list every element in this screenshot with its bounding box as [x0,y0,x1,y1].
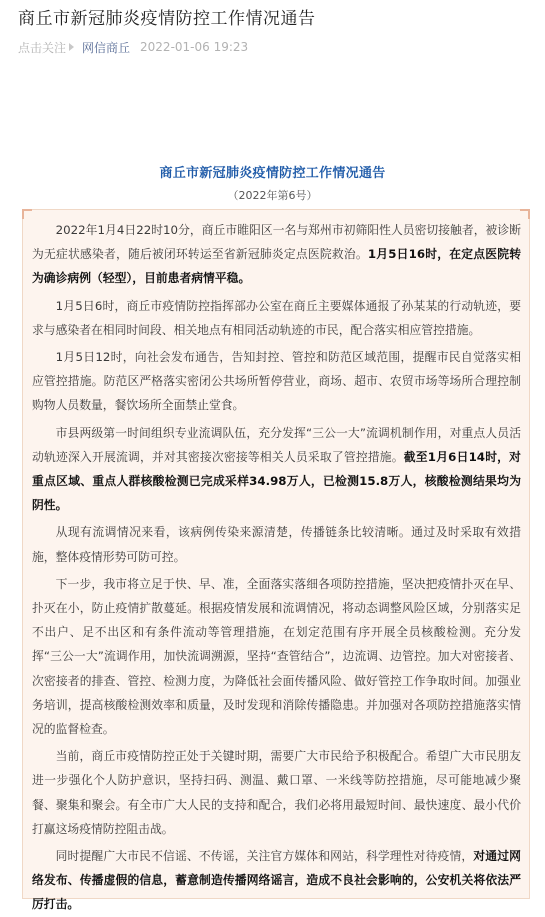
notice-title: 商丘市新冠肺炎疫情防控工作情况通告 [159,166,386,181]
paragraph-text: 同时提醒广大市民不信谣、不传谣，关注官方媒体和网站，科学理性对待疫情， [55,849,474,864]
notice-heading [0,162,545,203]
paragraph-bold-text: 对通过网络发布、传播虚假的信息，蓄意制造传播网络谣言，造成不良社会影响的，公安机关将依法严厉打击。 [32,849,521,912]
paragraph-text: 1月5日12时，向社会发布通告，告知封控、管控和防范区域范围，提醒市民自觉落实相应管控措施。防范区严格落实密闭公共场所暂停营业，商场、超市、农贸市场等场所合理控制购物人员数量，餐饮场所全面禁止堂食。 [32,350,521,413]
body-paragraph [32,421,521,518]
body-paragraph [32,520,521,568]
body-paragraph [32,844,521,917]
account-name-link[interactable]: 网信商丘 [82,40,131,55]
notice-issue-number: （2022年第6号） [227,189,318,202]
body-paragraph [32,218,521,291]
paragraph-text: 当前，商丘市疫情防控正处于关键时期，需要广大市民给予积极配合。希望广大市民朋友进一步强化个人防护意识，坚持扫码、测温、戴口罩、一米线等防控措施，尽可能地减少聚餐、聚集和聚会。有全市广大人民的支持和配合，我们必将用最短时间、最快速度、最小代价打赢这场疫情防控阻击战。 [32,749,521,836]
follow-label[interactable]: 点击关注 [18,40,67,55]
paragraph-text: 下一步，我市将立足于快、早、准，全面落实落细各项防控措施，坚决把疫情扑灭在早、扑灭在小，防止疫情扩散蔓延。根据疫情发展和流调情况，将动态调整风险区域，分别落实足不出户、足不出区和有条件流动等管理措施，在划定范围有序开展全员核酸检测。充分发挥“三公一大”流调作用，加快流调溯源，坚持“查管结合”，边流调、边管控。加大对密接者、次密接者的排查、管控、检测力度，为降低社会面传播风险、做好管控工作争取时间。加强业务培训，提高核酸检测效率和质量，及时发现和消除传播隐患。并加强对各项防控措施落实情况的监督检查。 [32,576,521,737]
article-meta [18,38,531,56]
paragraph-text: 从现有流调情况来看，该病例传染来源清楚，传播链条比较清晰。通过及时采取有效措施，整体疫情形势可防可控。 [32,525,521,564]
body-paragraph [32,572,521,741]
paragraph-text: 1月5日6时，商丘市疫情防控指挥部办公室在商丘主要媒体通报了孙某某的行动轨迹，要求与感染者在相同时间段、相关地点有相同活动轨迹的市民，配合落实相应管控措施。 [32,298,521,337]
follow-link[interactable] [18,39,82,56]
play-arrow-icon [69,43,74,51]
corner-decoration [520,209,530,219]
corner-decoration [22,209,32,219]
body-paragraph [32,345,521,418]
paragraph-text: 2022年1月4日22时10分，商丘市睢阳区一名与郑州市初筛阳性人员密切接触者，被诊断为无症状感染者，随后被闭环转运至省新冠肺炎定点医院救治。 [32,223,521,262]
paragraph-bold-text: 1月5日16时，在定点医院转为确诊病例（轻型），目前患者病情平稳。 [32,247,521,286]
notice-body [22,209,530,912]
article-header [0,0,545,56]
paragraph-text: 市县两级第一时间组织专业流调队伍，充分发挥“三公一大”流调机制作用，对重点人员活动轨迹深入开展流调，并对其密接次密接等相关人员采取了管控措施。 [32,425,521,464]
paragraph-bold-text: 截至1月6日14时，对重点区域、重点人群核酸检测已完成采样34.98万人，已检测15.8万人，核酸检测结果均为阴性。 [32,449,521,513]
article-title: 商丘市新冠肺炎疫情防控工作情况通告 [18,9,316,29]
body-paragraph [32,294,521,342]
publish-time: 2022-01-06 19:23 [140,40,249,54]
body-paragraph [32,744,521,841]
